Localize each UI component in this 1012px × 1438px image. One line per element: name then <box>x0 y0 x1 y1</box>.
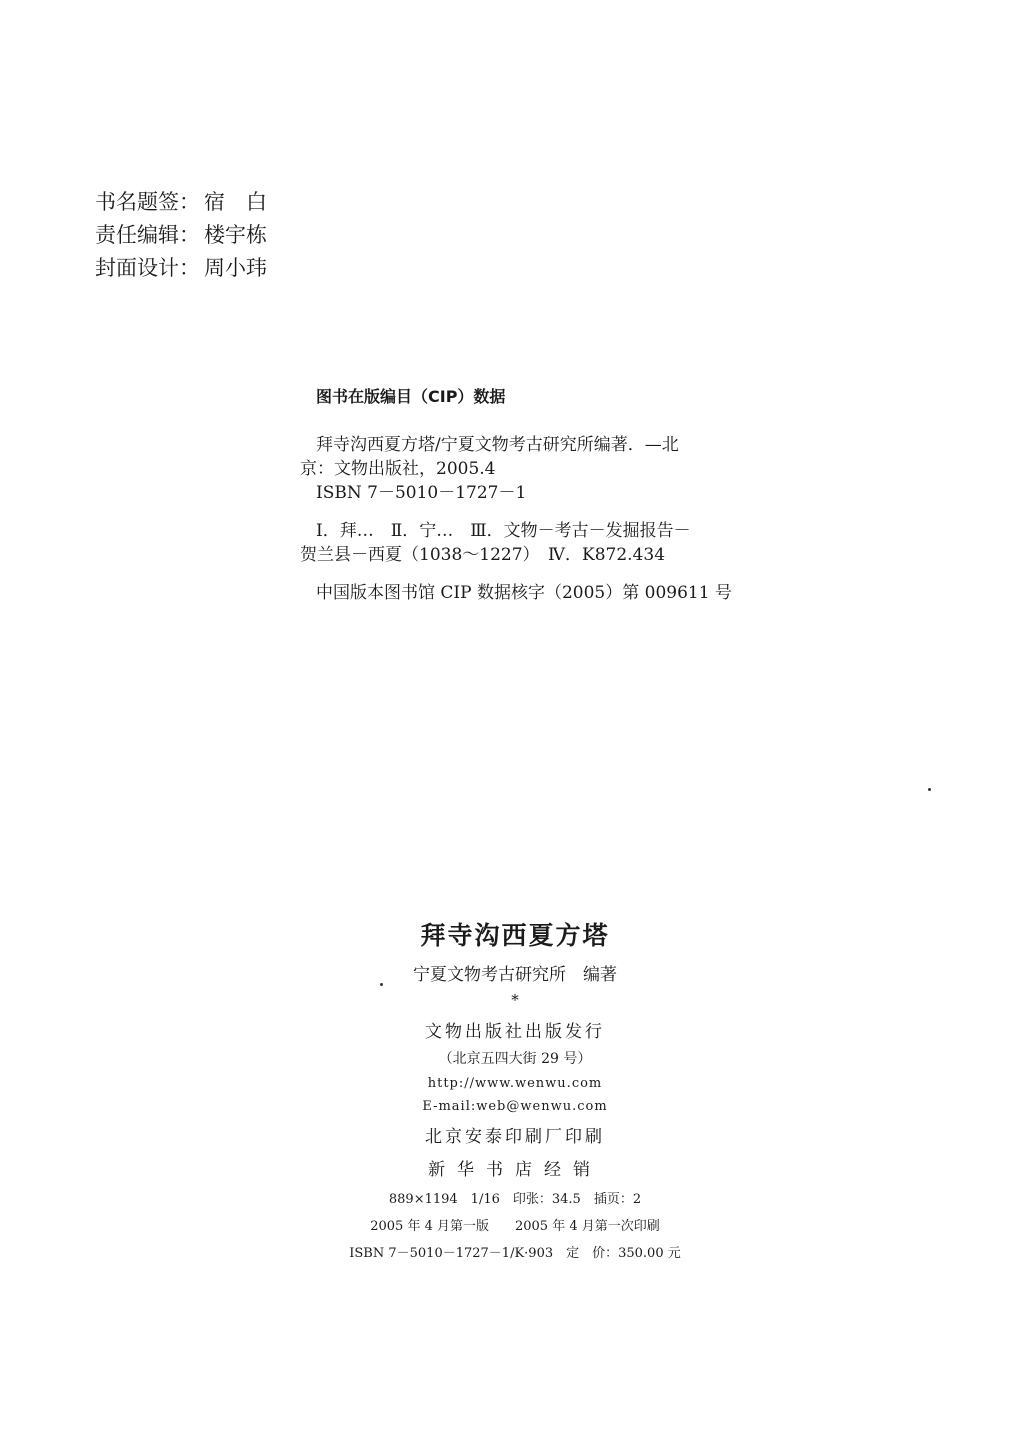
printer-line: 北京安泰印刷厂印刷 <box>425 1127 605 1147</box>
scan-speck <box>380 983 383 986</box>
specs-line: 889×1194 1/16 印张：34.5 插页：2 <box>388 1192 642 1207</box>
cip-line: ISBN 7－5010－1727－1 <box>316 483 527 503</box>
credit-cover-design <box>95 252 267 285</box>
editor-line: 宁夏文物考古研究所 编著 <box>413 965 617 985</box>
separator-star: * <box>511 991 519 1009</box>
cip-line: 京：文物出版社，2005.4 <box>300 459 496 479</box>
credit-title-calligraphy <box>95 186 267 219</box>
credit-label: 封面设计： <box>95 256 200 280</box>
credit-value: 宿 白 <box>204 190 267 214</box>
colophon-block <box>310 916 720 1269</box>
credit-value: 周小玮 <box>204 256 267 280</box>
address-line: （北京五四大街 29 号） <box>438 1051 592 1067</box>
cip-line: 贺兰县－西夏（1038～1227） Ⅳ．K872.434 <box>300 545 666 565</box>
book-title: 拜寺沟西夏方塔 <box>420 921 610 950</box>
credit-responsible-editor <box>95 219 267 252</box>
isbn-price-line: ISBN 7－5010－1727－1/K·903 定 价：350.00 元 <box>349 1246 681 1261</box>
url-line: http://www.wenwu.com <box>427 1076 603 1091</box>
credit-value: 楼宇栋 <box>204 223 267 247</box>
cip-line: 中国版本图书馆 CIP 数据核字（2005）第 009611 号 <box>316 583 732 603</box>
credit-label: 书名题签： <box>95 190 200 214</box>
cip-block <box>300 384 760 605</box>
email-line: E-mail:web@wenwu.com <box>422 1099 608 1114</box>
publisher-line: 文物出版社出版发行 <box>425 1022 605 1042</box>
edition-line: 2005 年 4 月第一版 2005 年 4 月第一次印刷 <box>370 1219 660 1234</box>
cip-line: Ⅰ．拜… Ⅱ．宁… Ⅲ．文物－考古－发掘报告－ <box>316 521 691 541</box>
credit-label: 责任编辑： <box>95 223 200 247</box>
scan-speck <box>928 788 931 791</box>
cip-title: 图书在版编目（CIP）数据 <box>316 387 506 406</box>
cip-line: 拜寺沟西夏方塔/宁夏文物考古研究所编著．—北 <box>316 435 679 455</box>
credits-block <box>95 186 267 285</box>
distributor-line: 新华书店经销 <box>428 1160 602 1180</box>
